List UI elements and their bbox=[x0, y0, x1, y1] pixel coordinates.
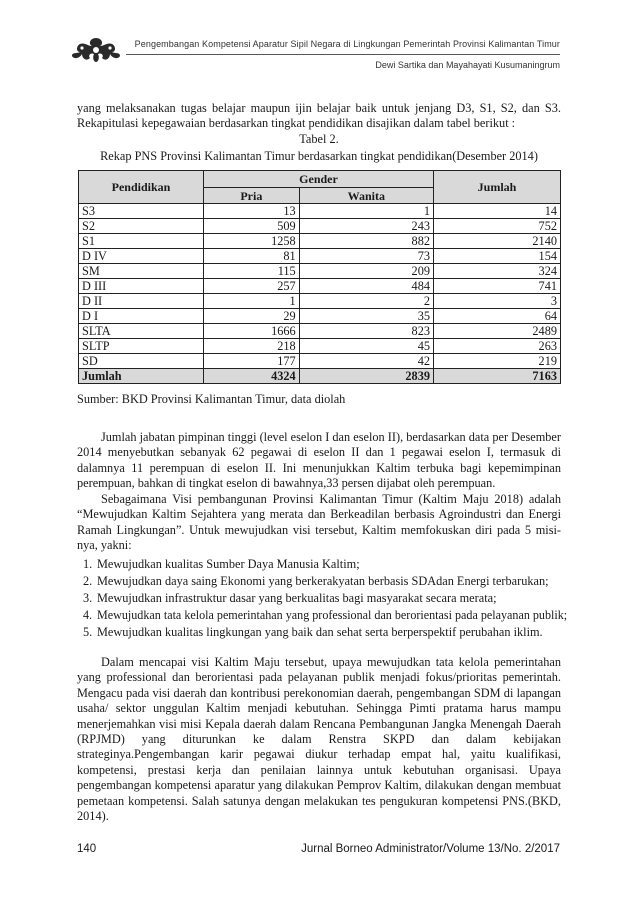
cell-jumlah: 219 bbox=[434, 354, 561, 369]
col-header-jumlah: Jumlah bbox=[434, 171, 561, 204]
mission-number: 1. bbox=[83, 557, 93, 571]
mission-item bbox=[77, 624, 567, 641]
cell-wanita: 209 bbox=[299, 264, 433, 279]
cell-pria: 257 bbox=[204, 279, 300, 294]
cell-pria: 81 bbox=[204, 249, 300, 264]
cell-jumlah: 2140 bbox=[434, 234, 561, 249]
total-jumlah: 7163 bbox=[434, 369, 561, 384]
table-source: Sumber: BKD Provinsi Kalimantan Timur, data diolah bbox=[77, 392, 346, 406]
table-row bbox=[79, 234, 561, 249]
paragraph-jabatan: Jumlah jabatan pimpinan tinggi (level eselon I dan eselon II), berdasarkan data per Desember 2014 menyebutkan sebanyak 62 pegawai di eselon II dan 1 pegawai eselon I, termasuk di dalamnya 11 perempuan di eselon II. Ini menunjukkan Kaltim terbuka bagi kepemimpinan perempuan, bahkan di tingkat eselon di bawahnya,33 persen dijabat oleh perempuan. bbox=[77, 430, 561, 491]
mission-item bbox=[77, 607, 567, 624]
cell-pria: 1666 bbox=[204, 324, 300, 339]
cell-pendidikan: SD bbox=[79, 354, 204, 369]
cell-pria: 1258 bbox=[204, 234, 300, 249]
table-row bbox=[79, 204, 561, 219]
table-row bbox=[79, 249, 561, 264]
mission-item bbox=[77, 556, 567, 573]
cell-pria: 177 bbox=[204, 354, 300, 369]
cell-pendidikan: D IV bbox=[79, 249, 204, 264]
table-row bbox=[79, 309, 561, 324]
table-row bbox=[79, 279, 561, 294]
header-rule bbox=[126, 54, 560, 55]
mission-text: Mewujudkan kualitas Sumber Daya Manusia Kaltim; bbox=[97, 557, 360, 571]
cell-jumlah: 64 bbox=[434, 309, 561, 324]
col-header-pria: Pria bbox=[204, 188, 300, 204]
cell-wanita: 882 bbox=[299, 234, 433, 249]
table-row bbox=[79, 294, 561, 309]
cell-pendidikan: D II bbox=[79, 294, 204, 309]
ornament-icon bbox=[70, 36, 122, 64]
mission-item bbox=[77, 590, 567, 607]
cell-pendidikan: S1 bbox=[79, 234, 204, 249]
cell-pendidikan: SLTA bbox=[79, 324, 204, 339]
cell-jumlah: 324 bbox=[434, 264, 561, 279]
cell-pria: 29 bbox=[204, 309, 300, 324]
intro-paragraph: yang melaksanakan tugas belajar maupun ijin belajar baik untuk jenjang D3, S1, S2, dan S3. Rekapitulasi kepegawaian berdasarkan tingkat pendidikan disajikan dalam tabel berikut : bbox=[77, 101, 561, 131]
cell-pendidikan: D I bbox=[79, 309, 204, 324]
cell-jumlah: 741 bbox=[434, 279, 561, 294]
cell-wanita: 2 bbox=[299, 294, 433, 309]
cell-wanita: 484 bbox=[299, 279, 433, 294]
cell-wanita: 73 bbox=[299, 249, 433, 264]
cell-pria: 13 bbox=[204, 204, 300, 219]
cell-pria: 1 bbox=[204, 294, 300, 309]
col-header-wanita: Wanita bbox=[299, 188, 433, 204]
cell-wanita: 45 bbox=[299, 339, 433, 354]
missions-list bbox=[77, 556, 567, 641]
cell-wanita: 243 bbox=[299, 219, 433, 234]
mission-number: 3. bbox=[83, 591, 93, 605]
cell-pria: 115 bbox=[204, 264, 300, 279]
mission-number: 5. bbox=[83, 625, 93, 639]
table-row bbox=[79, 339, 561, 354]
cell-pendidikan: S3 bbox=[79, 204, 204, 219]
table-row bbox=[79, 354, 561, 369]
total-wanita: 2839 bbox=[299, 369, 433, 384]
cell-pendidikan: S2 bbox=[79, 219, 204, 234]
cell-pendidikan: SM bbox=[79, 264, 204, 279]
table-caption-title: Rekap PNS Provinsi Kalimantan Timur berdasarkan tingkat pendidikan(Desember 2014) bbox=[100, 149, 538, 163]
cell-wanita: 1 bbox=[299, 204, 433, 219]
total-label: Jumlah bbox=[79, 369, 204, 384]
table-row bbox=[79, 264, 561, 279]
cell-wanita: 35 bbox=[299, 309, 433, 324]
table-caption-number: Tabel 2. bbox=[299, 132, 339, 146]
cell-jumlah: 752 bbox=[434, 219, 561, 234]
mission-text: Mewujudkan kualitas lingkungan yang baik dan sehat serta berperspektif perubahan iklim. bbox=[97, 625, 543, 639]
table-row bbox=[79, 324, 561, 339]
mission-text: Mewujudkan daya saing Ekonomi yang berkerakyatan berbasis SDAdan Energi terbarukan; bbox=[97, 574, 549, 588]
mission-number: 2. bbox=[83, 574, 93, 588]
education-table bbox=[78, 170, 561, 384]
cell-jumlah: 2489 bbox=[434, 324, 561, 339]
cell-pendidikan: SLTP bbox=[79, 339, 204, 354]
mission-text: Mewujudkan tata kelola pemerintahan yang professional dan berorientasi pada pelayanan publik; bbox=[97, 608, 568, 622]
mission-number: 4. bbox=[83, 608, 93, 622]
table-total-row bbox=[79, 369, 561, 384]
running-header-title: Pengembangan Kompetensi Aparatur Sipil Negara di Lingkungan Pemerintah Provinsi Kalimantan Timur bbox=[134, 39, 560, 49]
mission-item bbox=[77, 573, 567, 590]
cell-pria: 218 bbox=[204, 339, 300, 354]
total-pria: 4324 bbox=[204, 369, 300, 384]
cell-jumlah: 3 bbox=[434, 294, 561, 309]
table-row bbox=[79, 219, 561, 234]
col-header-gender: Gender bbox=[204, 171, 434, 188]
paragraph-visi: Sebagaimana Visi pembangunan Provinsi Kalimantan Timur (Kaltim Maju 2018) adalah “Mewujudkan Kaltim Sejahtera yang merata dan Berkeadilan berbasis Agroindustri dan Energi Ramah Lingkungan”. Untuk mewujudkan visi tersebut, Kaltim memfokuskan diri pada 5 misi-nya, yakni: bbox=[77, 492, 561, 553]
col-header-pendidikan: Pendidikan bbox=[79, 171, 204, 204]
cell-wanita: 42 bbox=[299, 354, 433, 369]
paragraph-misi: Dalam mencapai visi Kaltim Maju tersebut, upaya mewujudkan tata kelola pemerintahan yang professional dan berorientasi pada pelayanan publik menjadi fokus/prioritas pemerintah. Mengacu pada visi daerah dan kontribusi perekonomian daerah, pengembangan SDM di lapangan usaha/ sektor unggulan Kaltim menjadi kebutuhan. Sehingga Pimti pratama harus mampu menerjemahkan visi misi Kepala daerah dalam Rencana Pembangunan Jangka Menengah Daerah (RPJMD) yang diturunkan ke dalam Renstra SKPD dan dalam kebijakan strateginya.Pengembangan karir pegawai diukur terhadap empat hal, yaitu kualifikasi, kompetensi, prestasi kerja dan penilaian lainnya untuk kebutuhan organisasi. Upaya pengembangan kompetensi aparatur yang dilakukan Pemprov Kaltim, dilakukan dengan membuat pemetaan kompetensi. Salah satunya dengan melakukan tes pengukuran kompetensi PNS.(BKD, 2014). bbox=[77, 655, 561, 824]
cell-jumlah: 154 bbox=[434, 249, 561, 264]
journal-reference: Jurnal Borneo Administrator/Volume 13/No. 2/2017 bbox=[301, 843, 560, 855]
cell-jumlah: 14 bbox=[434, 204, 561, 219]
cell-pria: 509 bbox=[204, 219, 300, 234]
running-header-authors: Dewi Sartika dan Mayahayati Kusumaningrum bbox=[375, 60, 560, 70]
cell-pendidikan: D III bbox=[79, 279, 204, 294]
cell-jumlah: 263 bbox=[434, 339, 561, 354]
mission-text: Mewujudkan infrastruktur dasar yang berkualitas bagi masyarakat secara merata; bbox=[97, 591, 497, 605]
cell-wanita: 823 bbox=[299, 324, 433, 339]
page-number: 140 bbox=[77, 843, 97, 855]
